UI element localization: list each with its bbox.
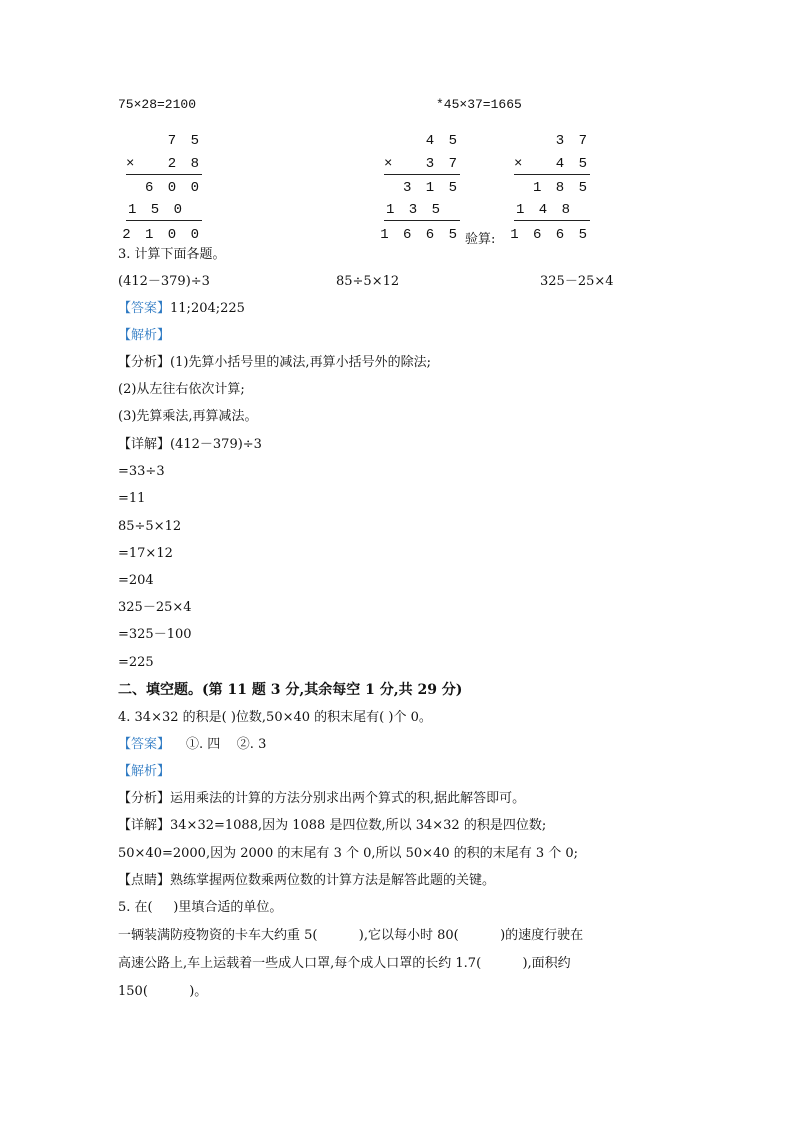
answer-text: ①. 四 ②. 3 <box>186 737 267 752</box>
step-line: 325－25×4 <box>118 600 192 615</box>
top-equation-right: *45×37=1665 <box>436 97 522 112</box>
answer-tag: 【答案】 <box>118 737 171 752</box>
q4-fenxi <box>118 792 525 805</box>
step-line: =225 <box>118 655 154 670</box>
fenxi-text: (1)先算小括号里的减法,再算小括号外的除法; <box>170 355 431 370</box>
vertical-calc-1 <box>120 130 202 242</box>
multiplicand: 4 5 <box>425 133 460 149</box>
q3-analysis-tag: 【解析】 <box>118 328 171 343</box>
step-line: (412－379)÷3 <box>170 437 262 452</box>
fenxi-text: 运用乘法的计算的方法分别求出两个算式的积,据此解答即可。 <box>170 791 526 806</box>
step-line: 85÷5×12 <box>118 519 182 534</box>
q4-text: 4. 34×32 的积是( )位数,50×40 的积末尾有( )个 0。 <box>118 710 432 725</box>
multiplier: 2 8 <box>167 156 202 172</box>
q4-answer <box>118 738 266 751</box>
calc-line <box>126 220 202 221</box>
times-sign: × <box>384 156 393 172</box>
times-sign: × <box>126 156 135 172</box>
q4-xiangjie-2: 50×40=2000,因为 2000 的末尾有 3 个 0,所以 50×40 的积的末尾有 3 个 0; <box>118 846 579 861</box>
times-sign: × <box>514 156 523 172</box>
calc-line <box>514 174 590 175</box>
fenxi-tag: 【分析】 <box>118 791 171 806</box>
q5-title: 5. 在( )里填合适的单位。 <box>118 900 283 915</box>
multiplicand: 3 7 <box>555 133 590 149</box>
q3-item-2: 85÷5×12 <box>336 274 400 289</box>
vertical-calc-2 <box>378 130 460 242</box>
xiangjie-tag: 【详解】 <box>118 818 171 833</box>
step-line: =325－100 <box>118 627 192 642</box>
q3-xiangjie <box>118 438 262 451</box>
partial-product-2: 1 4 8 <box>515 202 573 218</box>
q3-fenxi <box>118 356 431 369</box>
q3-answer <box>118 302 245 315</box>
step-line: =17×12 <box>118 546 173 561</box>
answer-text: 11;204;225 <box>170 301 245 316</box>
step-line: =204 <box>118 573 154 588</box>
q3-fenxi-2: (2)从左往右依次计算; <box>118 382 245 397</box>
product: 1 6 6 5 <box>380 227 460 243</box>
calc-line <box>384 174 460 175</box>
partial-product-1: 6 0 0 <box>144 180 202 196</box>
fenxi-tag: 【分析】 <box>118 355 171 370</box>
dianjing-tag: 【点睛】 <box>118 873 171 888</box>
dianjing-text: 熟练掌握两位数乘两位数的计算方法是解答此题的关键。 <box>170 873 496 888</box>
q3-item-3: 325－25×4 <box>540 274 614 289</box>
calc-line <box>126 174 202 175</box>
section-2-title: 二、填空题。(第 11 题 3 分,其余每空 1 分,共 29 分) <box>118 682 463 698</box>
q5-line-3: 150( )。 <box>118 984 208 999</box>
q5-line-1: 一辆装满防疫物资的卡车大约重 5( ),它以每小时 80( )的速度行驶在 <box>118 928 584 943</box>
q3-fenxi-3: (3)先算乘法,再算减法。 <box>118 409 258 424</box>
xiangjie-text: 34×32=1088,因为 1088 是四位数,所以 34×32 的积是四位数; <box>170 818 547 833</box>
xiangjie-tag: 【详解】 <box>118 437 171 452</box>
q4-xiangjie <box>118 819 546 832</box>
verify-label: 验算: <box>465 232 496 247</box>
calc-line <box>384 220 460 221</box>
multiplicand: 7 5 <box>167 133 202 149</box>
answer-tag: 【答案】 <box>118 301 171 316</box>
partial-product-1: 3 1 5 <box>402 180 460 196</box>
q4-dianjing <box>118 874 495 887</box>
product: 2 1 0 0 <box>122 227 202 243</box>
step-line: =11 <box>118 491 146 506</box>
q4-analysis-tag: 【解析】 <box>118 764 171 779</box>
partial-product-2: 1 5 0 <box>127 202 185 218</box>
q3-item-1: (412－379)÷3 <box>118 274 210 289</box>
top-equation-left: 75×28=2100 <box>118 97 197 112</box>
multiplier: 4 5 <box>555 156 590 172</box>
q3-title: 3. 计算下面各题。 <box>118 247 226 262</box>
multiplier: 3 7 <box>425 156 460 172</box>
step-line: =33÷3 <box>118 464 165 479</box>
calc-line <box>514 220 590 221</box>
vertical-calc-3 <box>508 130 590 242</box>
q5-line-2: 高速公路上,车上运载着一些成人口罩,每个成人口罩的长约 1.7( ),面积约 <box>118 956 571 971</box>
partial-product-2: 1 3 5 <box>385 202 443 218</box>
product: 1 6 6 5 <box>510 227 590 243</box>
partial-product-1: 1 8 5 <box>532 180 590 196</box>
